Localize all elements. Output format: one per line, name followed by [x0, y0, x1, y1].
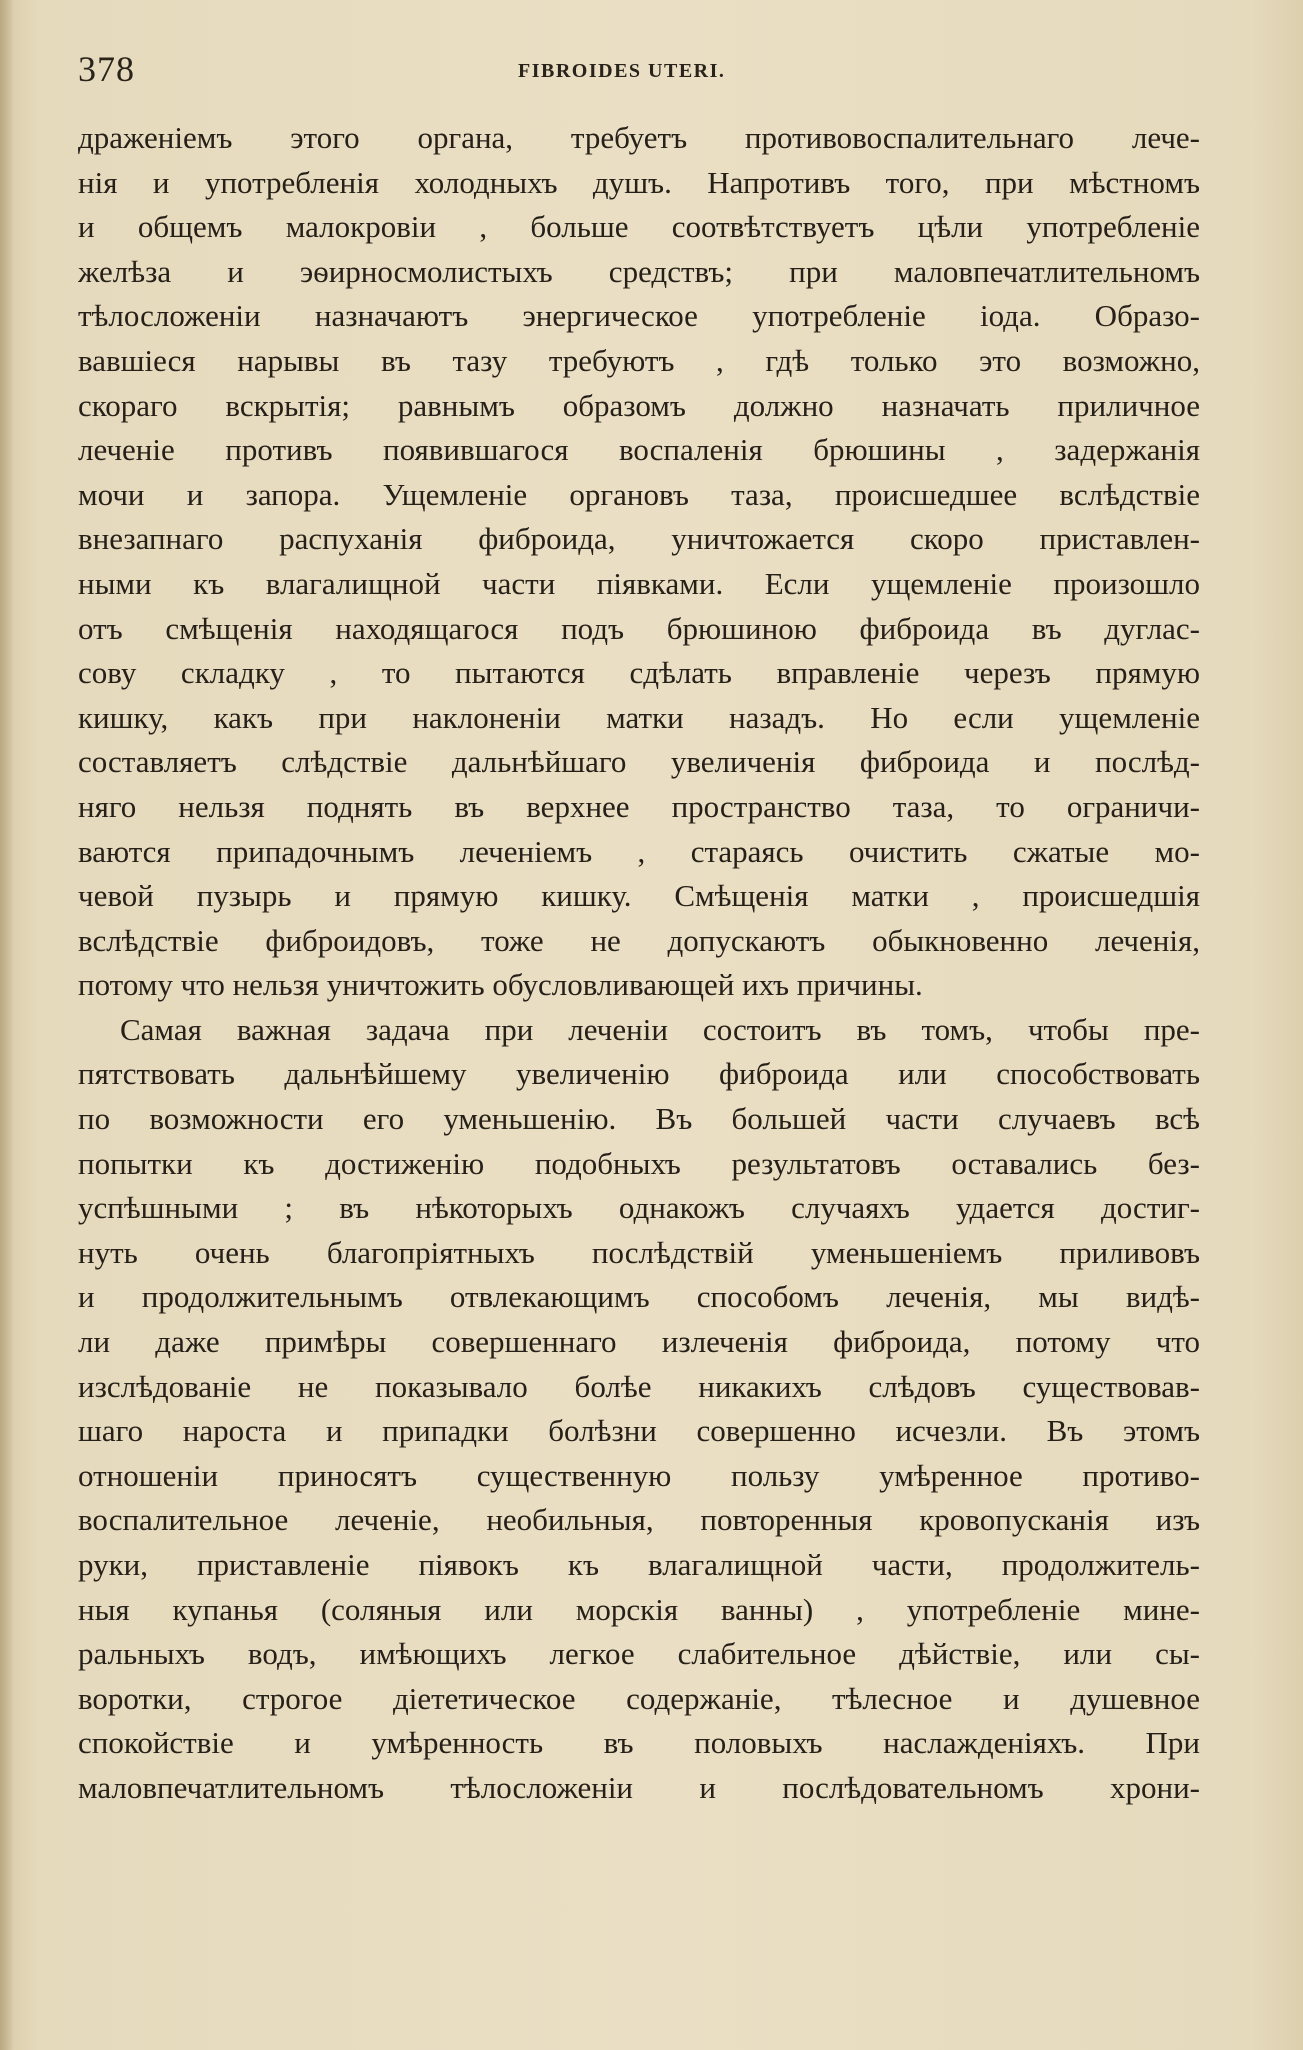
text-line: внезапнаго распуханія фиброида, уничтожается скоро приставлен-	[78, 521, 1200, 557]
text-line: няго нельзя поднять въ верхнее пространство таза, то ограничи-	[78, 788, 1200, 824]
text-line: сову складку , то пытаются сдѣлать вправленіе черезъ прямую	[78, 655, 1200, 691]
text-line: пятствовать дальнѣйшему увеличенію фиброида или способствовать	[78, 1056, 1200, 1092]
text-line: шаго нароста и припадки болѣзни совершенно исчезли. Въ этомъ	[78, 1413, 1200, 1449]
body-text	[78, 116, 1200, 1811]
page-number: 378	[78, 49, 135, 89]
paragraph-start-line: Самая важная задача при леченіи состоитъ въ томъ, чтобы пре-	[120, 1011, 1200, 1047]
text-line: изслѣдованіе не показывало болѣе никакихъ слѣдовъ существовав-	[78, 1368, 1200, 1404]
text-line: успѣшными ; въ нѣкоторыхъ однакожъ случаяхъ удается достиг-	[78, 1190, 1200, 1226]
text-line: ли даже примѣры совершеннаго излеченія фиброида, потому что	[78, 1324, 1200, 1360]
text-line: попытки къ достиженію подобныхъ результатовъ оставались без-	[78, 1145, 1200, 1181]
text-line: спокойствіе и умѣренность въ половыхъ наслажденіяхъ. При	[78, 1725, 1200, 1761]
text-line: вавшіеся нарывы въ тазу требуютъ , гдѣ только это возможно,	[78, 342, 1200, 378]
text-line: чевой пузырь и прямую кишку. Смѣщенія матки , происшедшія	[78, 878, 1200, 914]
text-line: нуть очень благопріятныхъ послѣдствій уменьшеніемъ приливовъ	[78, 1234, 1200, 1270]
text-line: и продолжительнымъ отвлекающимъ способомъ леченія, мы видѣ-	[78, 1279, 1200, 1315]
text-line: руки, приставленіе піявокъ къ влагалищной части, продолжитель-	[78, 1547, 1200, 1582]
text-line: и общемъ малокровіи , больше соотвѣтствуетъ цѣли употребленіе	[78, 209, 1200, 245]
text-line: маловпечатлительномъ тѣлосложеніи и послѣдовательномъ хрони-	[78, 1769, 1200, 1805]
text-line: воротки, строгое діететическое содержаніе, тѣлесное и душевное	[78, 1680, 1200, 1716]
text-line: отъ смѣщенія находящагося подъ брюшиною фиброида въ дуглас-	[78, 610, 1200, 646]
text-line: кишку, какъ при наклоненіи матки назадъ. Но если ущемленіе	[78, 699, 1200, 735]
text-line: леченіе противъ появившагося воспаленія брюшины , задержанія	[78, 432, 1200, 468]
text-line: нія и употребленія холодныхъ душъ. Напротивъ того, при мѣстномъ	[78, 164, 1200, 200]
page-spine-shadow	[0, 0, 14, 2050]
text-line: ральныхъ водъ, имѣющихъ легкое слабительное дѣйствіе, или сы-	[78, 1636, 1200, 1672]
text-line: драженіемъ этого органа, требуетъ противовоспалительнаго лече-	[78, 120, 1200, 155]
text-line: мочи и запора. Ущемленіе органовъ таза, происшедшее вслѣдствіе	[78, 476, 1200, 512]
text-line: по возможности его уменьшенію. Въ большей части случаевъ всѣ	[78, 1101, 1200, 1137]
text-line: ваются припадочнымъ леченіемъ , стараясь очистить сжатые мо-	[78, 833, 1200, 869]
text-line: ными къ влагалищной части піявками. Если ущемленіе произошло	[78, 565, 1200, 601]
text-line: скораго вскрытія; равнымъ образомъ должно назначать приличное	[78, 387, 1200, 423]
text-line: тѣлосложеніи назначаютъ энергическое употребленіе іода. Образо-	[78, 298, 1200, 334]
page-header	[78, 48, 1198, 98]
text-line: воспалительное леченіе, необильныя, повторенныя кровопусканія изъ	[78, 1502, 1200, 1538]
text-line: отношеніи приносятъ существенную пользу умѣренное противо-	[78, 1457, 1200, 1493]
running-title: FIBROIDES UTERI.	[518, 60, 726, 82]
text-line: ныя купанья (соляныя или морскія ванны) , употребленіе мине-	[78, 1591, 1200, 1627]
paragraph-end-line: потому что нельзя уничтожить обусловливающей ихъ причины.	[78, 967, 923, 1003]
text-line: составляетъ слѣдствіе дальнѣйшаго увеличенія фиброида и послѣд-	[78, 744, 1200, 780]
text-line: вслѣдствіе фиброидовъ, тоже не допускаютъ обыкновенно леченія,	[78, 922, 1200, 958]
text-line: желѣза и эѳирносмолистыхъ средствъ; при маловпечатлительномъ	[78, 253, 1200, 289]
